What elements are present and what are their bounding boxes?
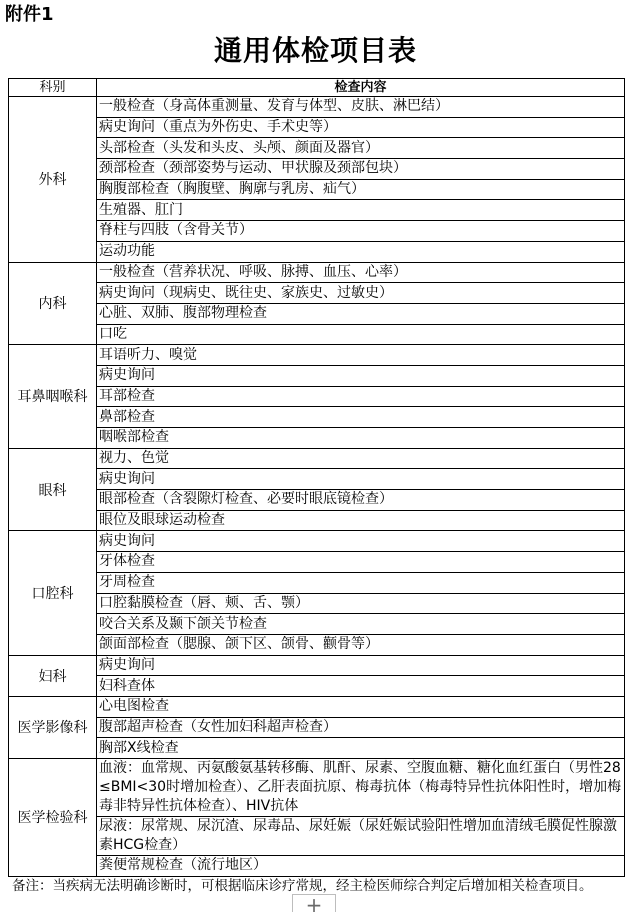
department-cell: 妇科 (9, 655, 97, 696)
exam-item-cell: 腹部超声检查（女性加妇科超声检查） (97, 717, 625, 738)
exam-item-cell: 胸腹部检查（胸腹壁、胸廓与乳房、疝气） (97, 179, 625, 200)
exam-item-cell: 妇科查体 (97, 676, 625, 697)
exam-item-cell: 脊柱与四肢（含骨关节） (97, 221, 625, 242)
attachment-label: 附件1 (5, 4, 54, 25)
table-row (9, 634, 625, 655)
plus-icon: + (305, 894, 323, 912)
table-row (9, 221, 625, 242)
exam-item-cell: 牙周检查 (97, 572, 625, 593)
department-cell: 眼科 (9, 448, 97, 531)
exam-item-cell: 口吃 (97, 324, 625, 345)
table-row (9, 283, 625, 304)
table-row (9, 552, 625, 573)
table-row (9, 738, 625, 759)
table-row (9, 448, 625, 469)
table-row (9, 593, 625, 614)
note-text: 备注：当疾病无法明确诊断时，可根据临床诊疗常规，经主检医师综合判定后增加相关检查项目。 (12, 878, 593, 894)
exam-item-cell: 一般检查（身高体重测量、发育与体型、皮肤、淋巴结） (97, 97, 625, 118)
exam-item-cell: 颌面部检查（腮腺、颌下区、颌骨、颧骨等） (97, 634, 625, 655)
exam-item-cell: 咽喉部检查 (97, 428, 625, 449)
table-row (9, 200, 625, 221)
exam-item-cell: 病史询问 (97, 469, 625, 490)
exam-item-cell: 颈部检查（颈部姿势与运动、甲状腺及颈部包块） (97, 159, 625, 180)
zoom-in-button[interactable] (292, 894, 336, 912)
table-row (9, 531, 625, 552)
table-header-department: 科别 (9, 79, 97, 97)
exam-item-cell: 一般检查（营养状况、呼吸、脉搏、血压、心率） (97, 262, 625, 283)
exam-table-body (9, 97, 625, 877)
department-cell: 内科 (9, 262, 97, 345)
table-row (9, 365, 625, 386)
table-row (9, 696, 625, 717)
exam-item-cell: 病史询问 (97, 655, 625, 676)
exam-item-cell: 牙体检查 (97, 552, 625, 573)
exam-item-cell: 口腔黏膜检查（唇、颊、舌、颚） (97, 593, 625, 614)
table-row (9, 117, 625, 138)
table-row (9, 490, 625, 511)
exam-item-cell: 生殖器、肛门 (97, 200, 625, 221)
table-row (9, 856, 625, 877)
exam-item-cell: 粪便常规检查（流行地区） (97, 856, 625, 877)
table-row (9, 179, 625, 200)
table-row (9, 469, 625, 490)
department-cell: 医学检验科 (9, 759, 97, 877)
department-cell: 医学影像科 (9, 696, 97, 758)
exam-item-cell: 耳语听力、嗅觉 (97, 345, 625, 366)
exam-item-cell: 鼻部检查 (97, 407, 625, 428)
exam-item-cell: 血液：血常规、丙氨酸氨基转移酶、肌酐、尿素、空腹血糖、糖化血红蛋白（男性28≤BMI<30时增加检查）、乙肝表面抗原、梅毒抗体（梅毒特异性抗体阳性时，增加梅毒非特异性抗体检查）、HIV抗体 (97, 759, 625, 817)
exam-item-cell: 尿液：尿常规、尿沉渣、尿毒品、尿妊娠（尿妊娠试验阳性增加血清绒毛膜促性腺激素HCG检查） (97, 817, 625, 856)
exam-item-cell: 病史询问 (97, 531, 625, 552)
table-row (9, 407, 625, 428)
page-title: 通用体检项目表 (213, 34, 417, 67)
table-row (9, 572, 625, 593)
table-row (9, 655, 625, 676)
table-row (9, 324, 625, 345)
table-row (9, 676, 625, 697)
table-row (9, 241, 625, 262)
table-row (9, 817, 625, 856)
table-row (9, 138, 625, 159)
exam-item-cell: 头部检查（头发和头皮、头颅、颜面及器官） (97, 138, 625, 159)
table-row (9, 428, 625, 449)
table-row (9, 262, 625, 283)
exam-item-cell: 心电图检查 (97, 696, 625, 717)
exam-item-cell: 病史询问 (97, 365, 625, 386)
table-row (9, 759, 625, 817)
exam-item-cell: 视力、色觉 (97, 448, 625, 469)
department-cell: 耳鼻咽喉科 (9, 345, 97, 448)
exam-item-cell: 眼位及眼球运动检查 (97, 510, 625, 531)
exam-item-cell: 病史询问（重点为外伤史、手术史等） (97, 117, 625, 138)
exam-items-table (8, 78, 625, 877)
exam-item-cell: 胸部X线检查 (97, 738, 625, 759)
table-row (9, 303, 625, 324)
table-row (9, 386, 625, 407)
table-row (9, 97, 625, 118)
exam-item-cell: 眼部检查（含裂隙灯检查、必要时眼底镜检查） (97, 490, 625, 511)
table-row (9, 717, 625, 738)
exam-item-cell: 运动功能 (97, 241, 625, 262)
department-cell: 外科 (9, 97, 97, 263)
exam-item-cell: 咬合关系及颞下颌关节检查 (97, 614, 625, 635)
department-cell: 口腔科 (9, 531, 97, 655)
exam-item-cell: 耳部检查 (97, 386, 625, 407)
table-header-row (9, 79, 625, 97)
table-row (9, 614, 625, 635)
table-row (9, 510, 625, 531)
table-row (9, 159, 625, 180)
exam-item-cell: 病史询问（现病史、既往史、家族史、过敏史） (97, 283, 625, 304)
table-row (9, 345, 625, 366)
table-header-content: 检查内容 (97, 79, 625, 97)
exam-item-cell: 心脏、双肺、腹部物理检查 (97, 303, 625, 324)
